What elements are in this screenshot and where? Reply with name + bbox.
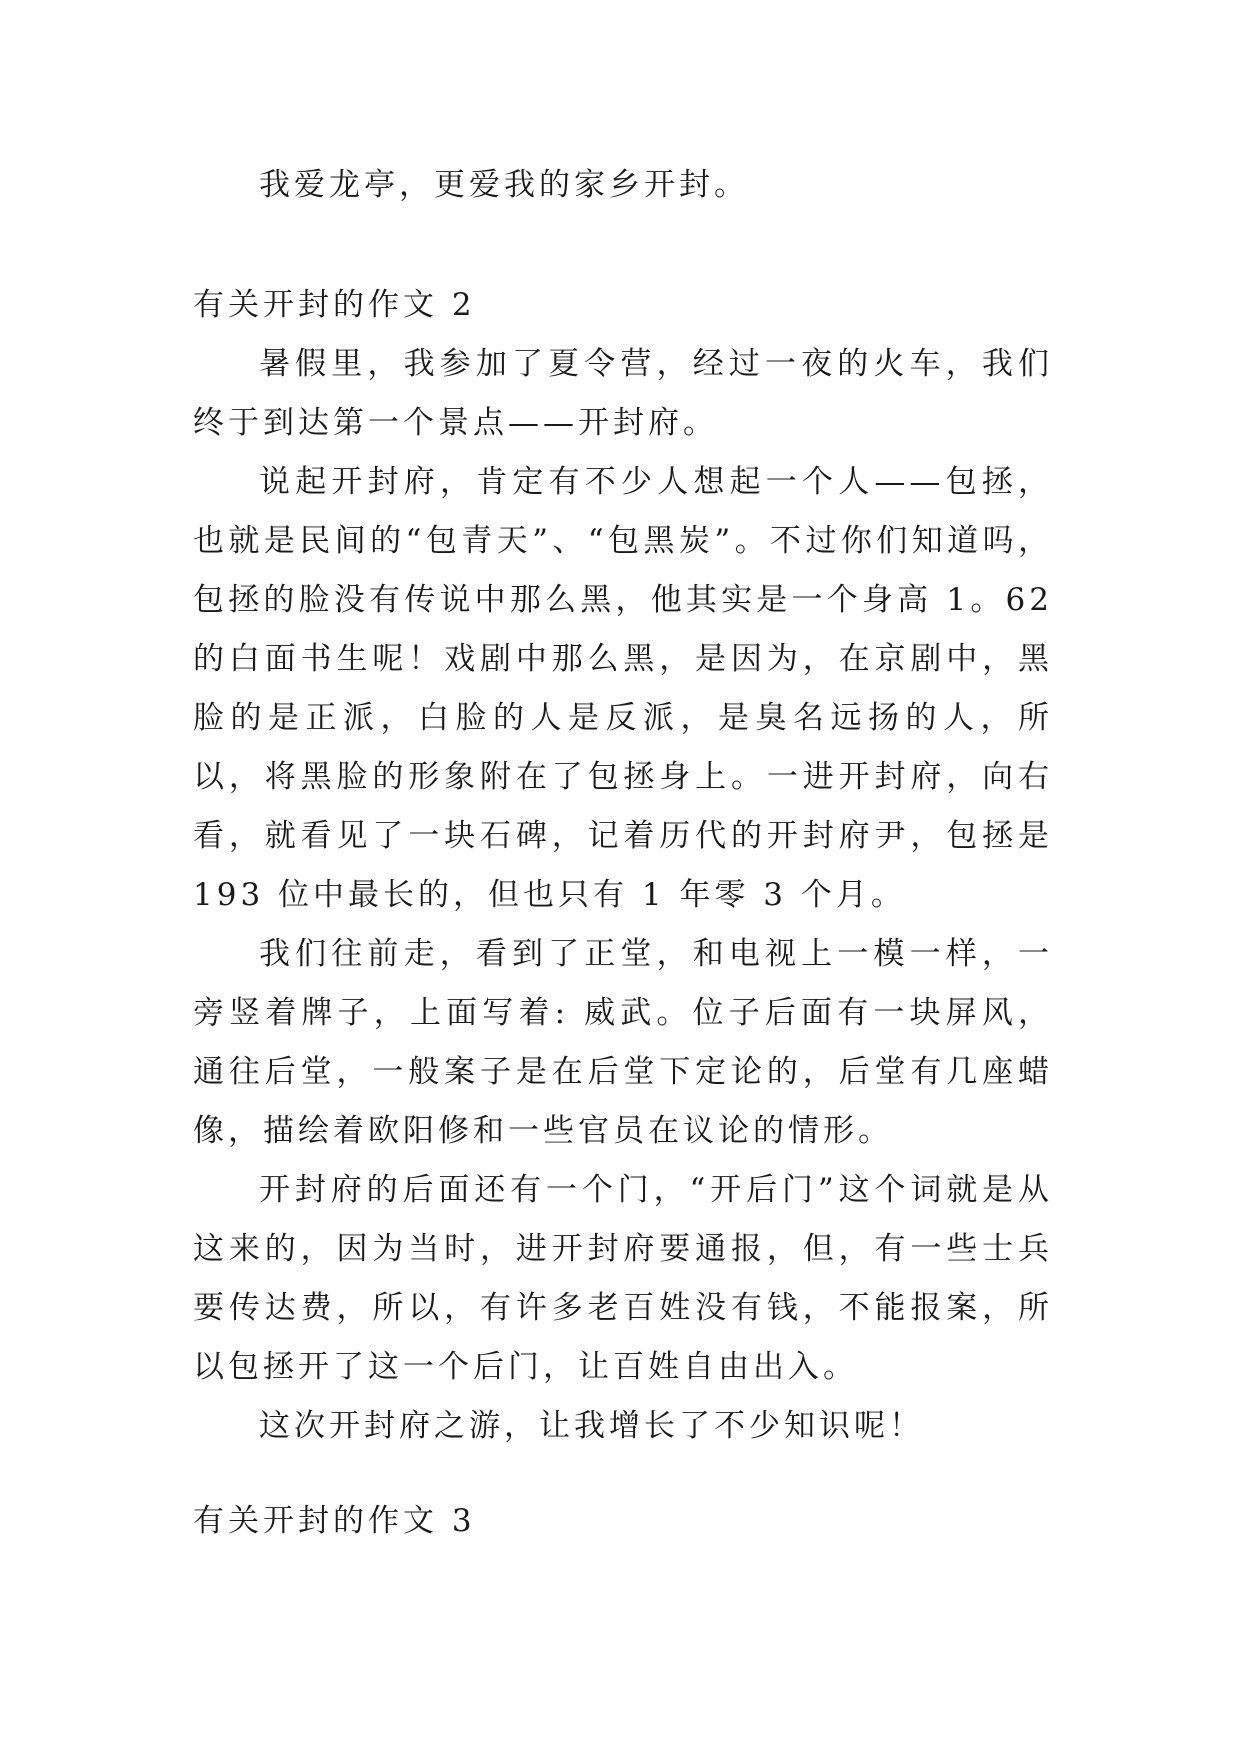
paragraph: 开封府的后面还有一个门，“开后门”这个词就是从这来的，因为当时，进开封府要通报，但，有一些士兵要传达费，所以，有许多老百姓没有钱，不能报案，所以包拯开了这一个后门，让百姓自由出入。 (193, 1172, 1053, 1385)
paragraph: 我们往前走，看到了正堂，和电视上一模一样，一旁竖着牌子，上面写着: 威武。位子后面有一块屏风，通往后堂，一般案子是在后堂下定论的，后堂有几座蜡像，描绘着欧阳修和一些官员在议论的情形。 (193, 936, 1053, 1149)
section-heading-2: 有关开封的作文 2 (193, 287, 476, 323)
paragraph: 这次开封府之游，让我增长了不少知识呢！ (259, 1408, 924, 1444)
paragraph: 我爱龙亭，更爱我的家乡开封。 (259, 167, 749, 203)
section-heading-3: 有关开封的作文 3 (193, 1503, 476, 1539)
paragraph: 暑假里，我参加了夏令营，经过一夜的火车，我们终于到达第一个景点——开封府。 (193, 346, 1053, 441)
intro-paragraph-block (193, 156, 1053, 215)
essay-2-body (193, 335, 1053, 1456)
paragraph: 说起开封府，肯定有不少人想起一个人——包拯，也就是民间的“包青天”、“包黑炭”。不过你们知道吗，包拯的脸没有传说中那么黑，他其实是一个身高 1。62 的白面书生呢！戏剧中那么黑，是因为，在京剧中，黑脸的是正派，白脸的人是反派，是臭名远扬的人，所以，将黑脸的形象附在了包拯身上。一进开封府，向右看，就看见了一块石碑，记着历代的开封府尹，包拯是 193 位中最长的，但也只有 1 年零 3 个月。 (193, 464, 1053, 913)
